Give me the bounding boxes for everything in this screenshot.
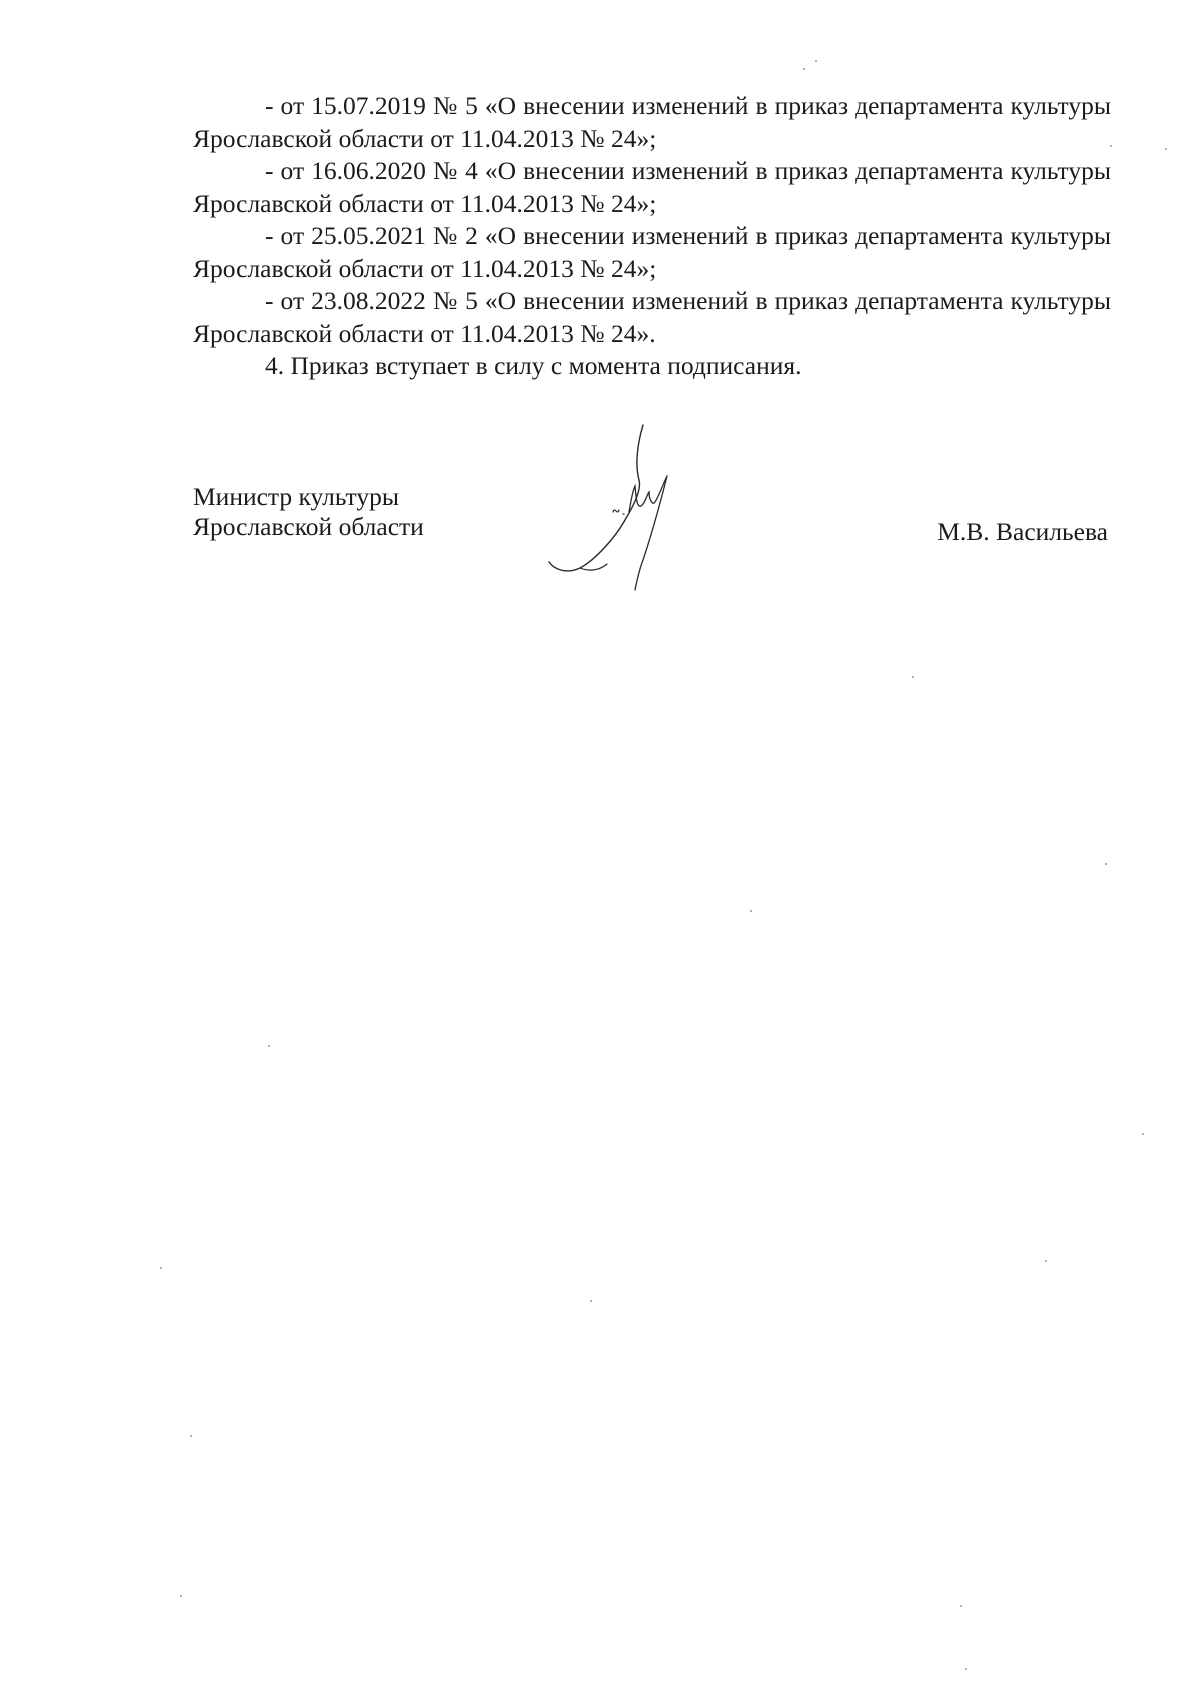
signatory-position [193,482,424,542]
amendment-item-4: - от 23.08.2022 № 5 «О внесении изменений в приказ департамента культуры Ярославской области от 11.04.2013 № 24». [193,286,1111,348]
scan-speck [803,68,805,70]
scan-speck [1142,1133,1144,1135]
scan-speck [1045,1260,1047,1262]
scan-speck [750,910,752,912]
amendment-item-1: - от 15.07.2019 № 5 «О внесении изменений в приказ департамента культуры Ярославской области от 11.04.2013 № 24»; [193,91,1111,153]
scan-speck [180,1595,182,1597]
scan-speck [590,1300,592,1302]
document-body [193,90,1111,383]
amendment-item-2: - от 16.06.2020 № 4 «О внесении изменений в приказ департамента культуры Ярославской области от 11.04.2013 № 24»; [193,156,1111,218]
amendment-item-3: - от 25.05.2021 № 2 «О внесении изменений в приказ департамента культуры Ярославской области от 11.04.2013 № 24»; [193,221,1111,283]
handwritten-signature [545,420,725,600]
scan-speck [960,1605,962,1607]
signatory-position-line2: Ярославской области [193,512,424,541]
signer-name: М.В. Васильева [937,517,1108,546]
scan-speck [965,1668,967,1670]
scan-speck [1165,148,1167,150]
clause-4: 4. Приказ вступает в силу с момента подписания. [265,351,802,380]
scan-speck [160,1267,162,1269]
scan-speck [1105,863,1107,865]
scan-speck [815,60,817,62]
scan-speck [190,1435,192,1437]
scan-speck [1110,145,1112,147]
signatory-position-line1: Министр культуры [193,482,399,511]
scan-speck [268,1045,270,1047]
scan-speck [912,676,914,678]
